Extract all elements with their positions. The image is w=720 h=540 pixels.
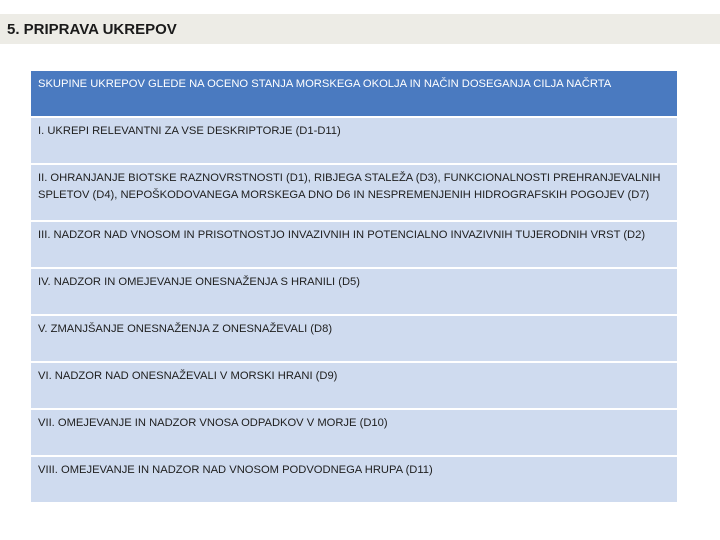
table-row-5: V. ZMANJŠANJE ONESNAŽENJA Z ONESNAŽEVALI (D8) (31, 316, 677, 363)
table-row-1: I. UKREPI RELEVANTNI ZA VSE DESKRIPTORJE (D1-D11) (31, 118, 677, 165)
table-row-6: VI. NADZOR NAD ONESNAŽEVALI V MORSKI HRANI (D9) (31, 363, 677, 410)
table-row-7: VII. OMEJEVANJE IN NADZOR VNOSA ODPADKOV V MORJE (D10) (31, 410, 677, 457)
table-header: SKUPINE UKREPOV GLEDE NA OCENO STANJA MORSKEGA OKOLJA IN NAČIN DOSEGANJA CILJA NAČRTA (31, 71, 677, 118)
measures-table (31, 71, 677, 504)
table-row-8: VIII. OMEJEVANJE IN NADZOR NAD VNOSOM PODVODNEGA HRUPA (D11) (31, 457, 677, 504)
page-title: 5. PRIPRAVA UKREPOV (0, 14, 720, 44)
table-row-2: II. OHRANJANJE BIOTSKE RAZNOVRSTNOSTI (D1), RIBJEGA STALEŽA (D3), FUNKCIONALNOSTI PREHRANJEVALNIH SPLETOV (D4), NEPOŠKODOVANEGA MORSKEGA DNO D6 IN NESPREMENJENIH HIDROGRAFSKIH POGOJEV (D7) (31, 165, 677, 222)
table-row-3: III. NADZOR NAD VNOSOM IN PRISOTNOSTJO INVAZIVNIH IN POTENCIALNO INVAZIVNIH TUJERODNIH VRST (D2) (31, 222, 677, 269)
table-row-4: IV. NADZOR IN OMEJEVANJE ONESNAŽENJA S HRANILI (D5) (31, 269, 677, 316)
